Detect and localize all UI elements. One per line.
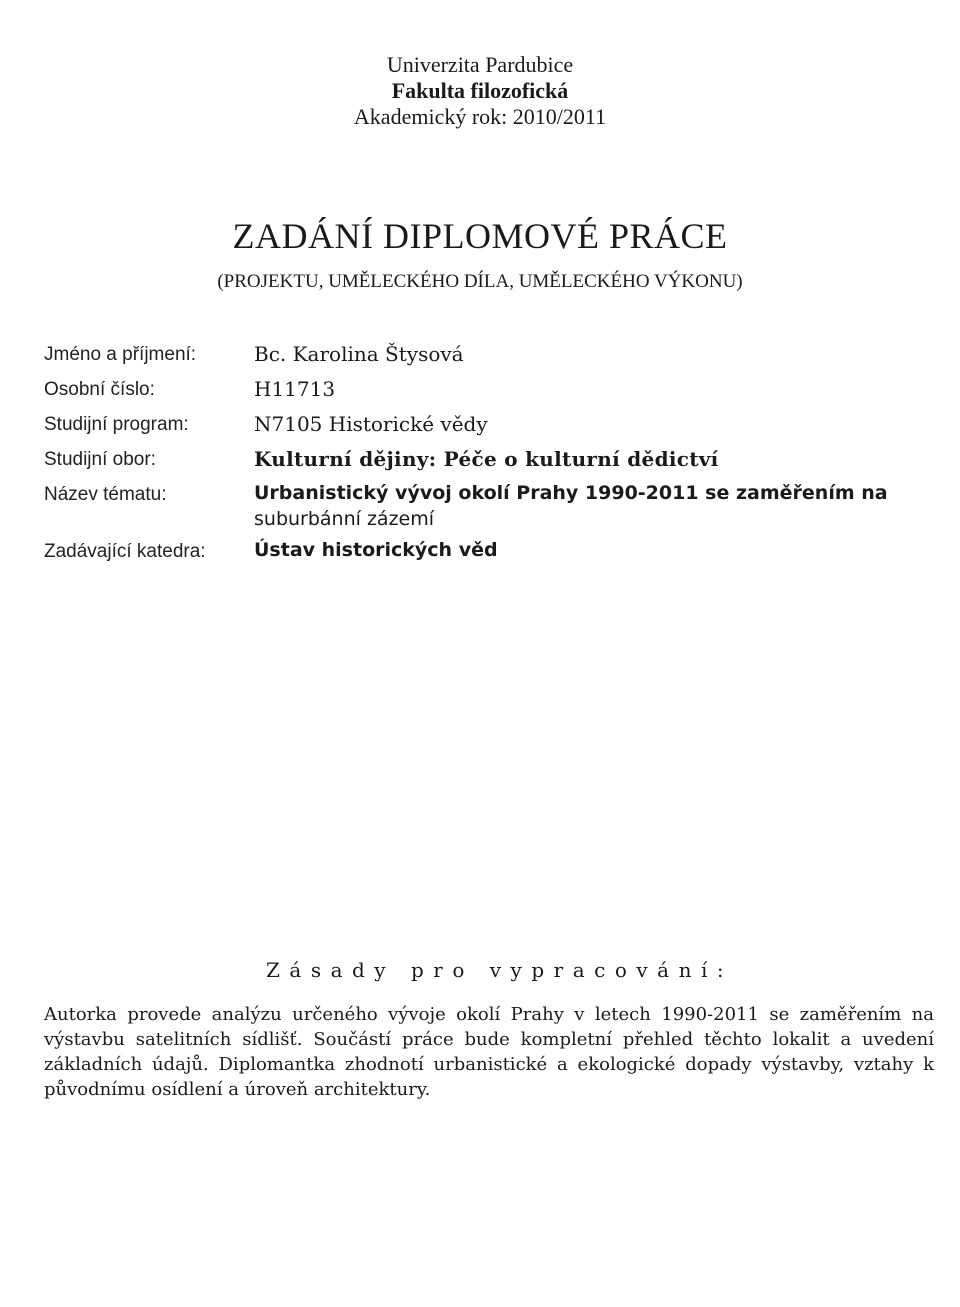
department-label: Zadávající katedra: xyxy=(44,541,206,562)
academic-year: Akademický rok: 2010/2011 xyxy=(353,104,607,129)
department-value: Ústav historických věd xyxy=(254,539,498,561)
document-header xyxy=(0,52,960,130)
info-row-field xyxy=(44,445,944,475)
program-label: Studijní program: xyxy=(44,414,189,435)
faculty-name: Fakulta filozofická xyxy=(391,78,569,103)
topic-label: Název tématu: xyxy=(44,484,167,505)
title-block xyxy=(0,215,960,295)
guidelines-heading: Zásady pro vypracování: xyxy=(266,958,734,982)
info-row-id xyxy=(44,375,944,405)
field-label: Studijní obor: xyxy=(44,449,156,470)
topic-value-line2: suburbánní zázemí xyxy=(254,508,435,530)
info-row-name xyxy=(44,340,944,370)
student-info xyxy=(44,340,944,572)
topic-value xyxy=(254,480,944,532)
id-value: H11713 xyxy=(254,377,336,401)
guidelines-text: Autorka provede analýzu určeného vývoje okolí Prahy v letech 1990-2011 se zaměřením na výstavbu satelitních sídlišť. Součástí práce bude kompletní přehled těchto lokalit a uvedení základních údajů. Diplomantka zhodnotí urbanistické a ekologické dopady výstavby, vztahy k původnímu osídlení a úroveň architektury. xyxy=(44,1004,934,1100)
info-row-program xyxy=(44,410,944,440)
info-row-topic xyxy=(44,480,944,532)
id-label: Osobní číslo: xyxy=(44,379,155,400)
field-value: Kulturní dějiny: Péče o kulturní dědictví xyxy=(254,447,719,471)
name-label: Jméno a příjmení: xyxy=(44,344,197,365)
name-value: Bc. Karolina Štysová xyxy=(254,342,464,366)
document-subtitle: (PROJEKTU, UMĚLECKÉHO DÍLA, UMĚLECKÉHO VÝKONU) xyxy=(217,271,743,292)
info-row-department xyxy=(44,537,944,567)
document-title: ZADÁNÍ DIPLOMOVÉ PRÁCE xyxy=(232,216,728,256)
program-value: N7105 Historické vědy xyxy=(254,412,488,436)
topic-value-line1: Urbanistický vývoj okolí Prahy 1990-2011 se zaměřením na xyxy=(254,482,888,504)
university-name: Univerzita Pardubice xyxy=(386,52,574,77)
